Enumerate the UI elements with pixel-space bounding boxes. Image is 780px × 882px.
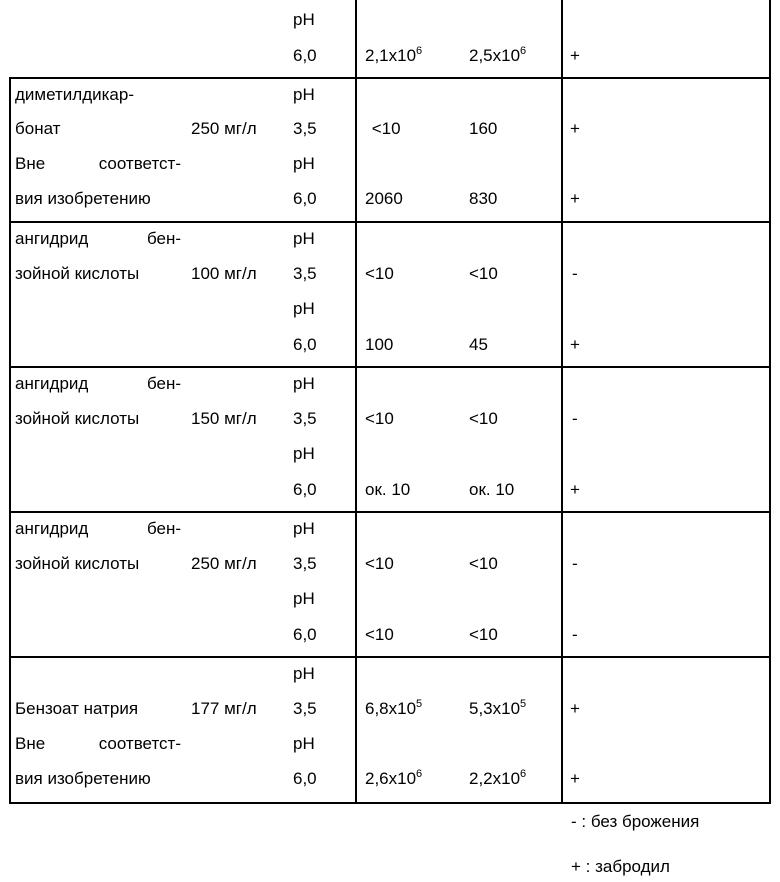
table-left-border xyxy=(9,79,11,804)
ph-label: pH xyxy=(293,10,315,29)
count-col-2: 830 xyxy=(469,189,498,208)
count-col-1: <10 xyxy=(367,119,401,138)
word: бен- xyxy=(146,374,181,393)
ph-label: pH xyxy=(293,444,315,463)
ph-value: 6,0 xyxy=(293,480,317,499)
ph-value: 6,0 xyxy=(293,625,317,644)
count-col-2: $5,3x10^5$ xyxy=(469,698,527,718)
table-right-border xyxy=(769,0,771,804)
ph-label: pH xyxy=(293,154,315,173)
block-divider xyxy=(9,511,771,513)
ph-label: pH xyxy=(293,734,315,753)
count-col-1: <10 xyxy=(365,409,394,428)
block-divider xyxy=(9,77,771,79)
results-table xyxy=(9,0,771,804)
result-mark: + xyxy=(570,699,580,718)
word: ангидрид xyxy=(15,229,89,248)
word: Вне xyxy=(15,154,46,173)
substance-name-line: зойной кислоты xyxy=(15,409,140,428)
count-col-2: 45 xyxy=(469,335,488,354)
concentration: 100 мг/л xyxy=(191,264,257,283)
ph-label: pH xyxy=(293,229,315,248)
table-col-divider-2 xyxy=(561,0,563,804)
ph-value: 3,5 xyxy=(293,409,317,428)
substance-name-line xyxy=(15,734,181,754)
count-col-1: $6,8x10^5$ xyxy=(365,698,423,718)
result-mark: - xyxy=(572,409,578,428)
count-col-1: <10 xyxy=(365,554,394,573)
word: бен- xyxy=(146,229,181,248)
result-mark: - xyxy=(572,554,578,573)
substance-name-line xyxy=(15,229,181,249)
ph-label: pH xyxy=(293,589,315,608)
result-mark: - xyxy=(572,625,578,644)
ph-value: 3,5 xyxy=(293,699,317,718)
substance-name-line xyxy=(15,519,181,539)
ph-value: 6,0 xyxy=(293,335,317,354)
substance-name-line xyxy=(15,154,181,174)
result-mark: + xyxy=(570,769,580,788)
count-col-1: ок. 10 xyxy=(365,480,411,499)
concentration: 177 мг/л xyxy=(191,699,257,718)
legend-no-fermentation: - : без брожения xyxy=(571,812,700,831)
block-divider xyxy=(9,366,771,368)
substance-name-line: зойной кислоты xyxy=(15,554,140,573)
word: Вне xyxy=(15,734,46,753)
count-col-1: $2,1x10^6$ xyxy=(365,45,423,65)
count-col-2: $2,2x10^6$ xyxy=(469,768,527,788)
result-mark: + xyxy=(570,189,580,208)
table-col-divider-1 xyxy=(355,0,357,804)
result-mark: - xyxy=(572,264,578,283)
count-col-1: 100 xyxy=(365,335,394,354)
block-divider xyxy=(9,221,771,223)
count-col-2: <10 xyxy=(469,625,498,644)
substance-name-line: зойной кислоты xyxy=(15,264,140,283)
ph-value: 3,5 xyxy=(293,264,317,283)
count-col-1: 2060 xyxy=(365,189,403,208)
word: ангидрид xyxy=(15,519,89,538)
word: бен- xyxy=(146,519,181,538)
ph-label: pH xyxy=(293,374,315,393)
ph-value: 3,5 xyxy=(293,119,317,138)
word: ангидрид xyxy=(15,374,89,393)
substance-name-line: Бензоат натрия xyxy=(15,699,139,718)
ph-value: 6,0 xyxy=(293,189,317,208)
substance-name-line: бонат xyxy=(15,119,61,138)
count-col-1: $2,6x10^6$ xyxy=(365,768,423,788)
count-col-1: <10 xyxy=(365,625,394,644)
substance-name-line: вия изобретению xyxy=(15,769,151,788)
result-mark: + xyxy=(570,46,580,65)
ph-value: 6,0 xyxy=(293,769,317,788)
substance-name-line: вия изобретению xyxy=(15,189,151,208)
result-mark: + xyxy=(570,335,580,354)
count-col-2: <10 xyxy=(469,409,498,428)
ph-label: pH xyxy=(293,299,315,318)
count-col-2: 160 xyxy=(469,119,498,138)
substance-name-line xyxy=(15,374,181,394)
ph-label: pH xyxy=(293,519,315,538)
block-divider xyxy=(9,656,771,658)
concentration: 250 мг/л xyxy=(191,554,257,573)
ph-label: pH xyxy=(293,664,315,683)
count-col-1: <10 xyxy=(365,264,394,283)
legend-fermented: + : забродил xyxy=(571,857,670,876)
table-bottom-border xyxy=(9,802,771,804)
ph-value: 3,5 xyxy=(293,554,317,573)
word: соответст- xyxy=(98,734,181,753)
result-mark: + xyxy=(570,119,580,138)
ph-label: pH xyxy=(293,85,315,104)
word: соответст- xyxy=(98,154,181,173)
substance-name-line: диметилдикар- xyxy=(15,85,134,104)
count-col-2: <10 xyxy=(469,554,498,573)
count-col-2: ок. 10 xyxy=(469,480,515,499)
ph-value: 6,0 xyxy=(293,46,317,65)
count-col-2: $2,5x10^6$ xyxy=(469,45,527,65)
result-mark: + xyxy=(570,480,580,499)
count-col-2: <10 xyxy=(469,264,498,283)
concentration: 250 мг/л xyxy=(191,119,257,138)
concentration: 150 мг/л xyxy=(191,409,257,428)
